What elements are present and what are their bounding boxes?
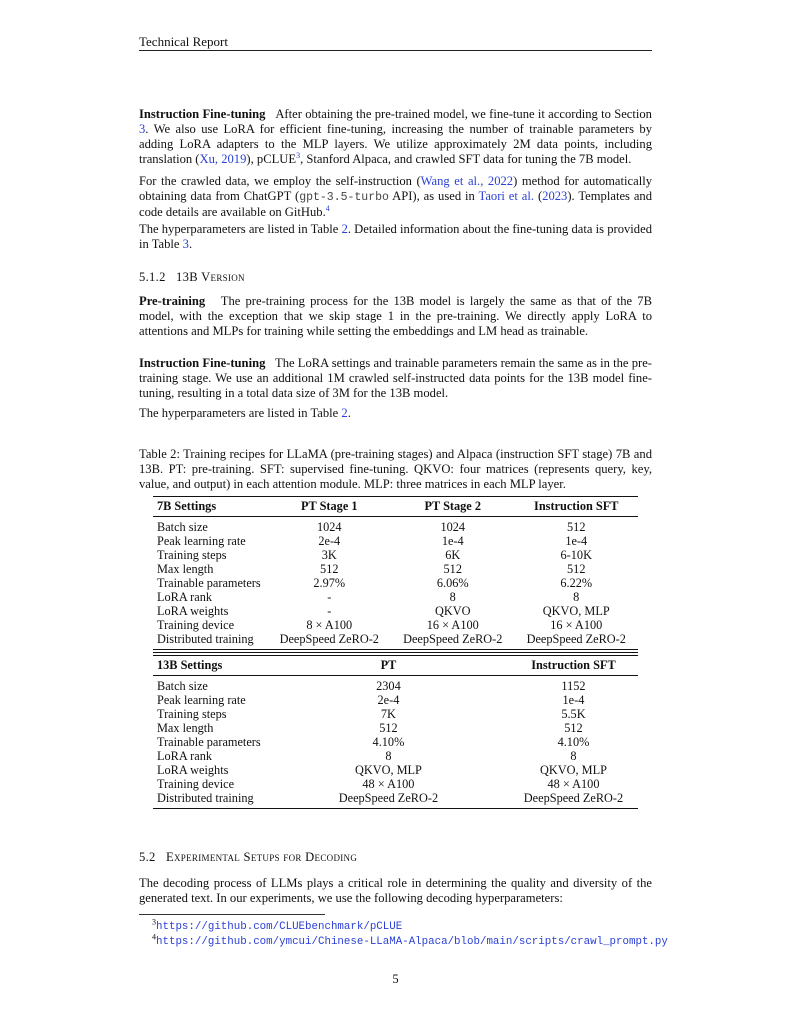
table-cell: DeepSpeed ZeRO-2 xyxy=(515,632,639,650)
table-row-label: Distributed training xyxy=(153,791,268,809)
footnote-url-link[interactable]: https://github.com/ymcui/Chinese-LLaMA-Alpaca/blob/main/scripts/crawl_prompt.py xyxy=(156,936,668,948)
table-row xyxy=(153,676,638,694)
table-cell: DeepSpeed ZeRO-2 xyxy=(268,791,509,809)
citation-link-xu[interactable]: Xu, 2019 xyxy=(199,152,247,166)
footnote-3 xyxy=(152,917,403,934)
table-cell: 2e-4 xyxy=(318,534,341,548)
table-cell: 512 xyxy=(320,562,339,576)
table-cell: 5.5K xyxy=(561,707,586,721)
table-row-label: Batch size xyxy=(157,679,208,693)
table-cell: 1024 xyxy=(316,520,342,534)
footnote-number: 4 xyxy=(152,932,156,942)
table-row-label: Training device xyxy=(157,618,235,632)
heading-title: 13B Version xyxy=(176,270,245,284)
table-row-label: Peak learning rate xyxy=(157,534,246,548)
footnote-4 xyxy=(152,932,668,949)
paragraph-title: Instruction Fine-tuning xyxy=(139,356,266,370)
table-cell: 8 xyxy=(449,590,456,604)
table-row xyxy=(153,517,638,535)
table-row xyxy=(153,777,638,791)
paragraph-text: ( xyxy=(534,189,543,203)
paragraph-text: . We also use LoRA for efficient fine-tuning, increasing the number of trainable parameters by adding LoRA adapters to the MLP layers. We utilize approximately 2M data points, including translation ( xyxy=(139,122,652,166)
citation-link-taori[interactable]: Taori et al. xyxy=(478,189,535,203)
paragraph-text: ), pCLUE xyxy=(246,152,297,166)
table-cell: 1152 xyxy=(561,679,586,693)
heading-title: Experimental Setups for Decoding xyxy=(166,850,358,864)
table-13b-settings xyxy=(153,656,638,809)
paragraph-instruction-finetuning-7b xyxy=(139,107,652,167)
table-cell: 16 × A100 xyxy=(426,618,479,632)
table-row-label: Max length xyxy=(157,562,214,576)
table-cell: 1e-4 xyxy=(565,534,588,548)
table-cell: QKVO, MLP xyxy=(539,763,607,777)
table-ref-link[interactable]: 2 xyxy=(341,222,348,236)
table-cell: QKVO, MLP xyxy=(354,763,422,777)
paragraph-text: For the crawled data, we employ the self-instruction ( xyxy=(139,174,421,188)
table-row-label: LoRA weights xyxy=(157,604,229,618)
table-cell: DeepSpeed ZeRO-2 xyxy=(268,632,391,650)
table-row xyxy=(153,604,638,618)
table-row xyxy=(153,632,638,650)
table-cell: 8 xyxy=(385,749,392,763)
paragraph-instruction-finetuning-13b xyxy=(139,356,652,401)
table-caption: Table 2: Training recipes for LLaMA (pre-training stages) and Alpaca (instruction SFT stage) 7B and 13B. PT: pre-training. SFT: supervised fine-tuning. QKVO: four matrices (represents query, key, value, and output) in each attention module. MLP: three matrices in each MLP layer. xyxy=(139,447,652,491)
table-cell: 512 xyxy=(564,721,583,735)
table-row-label: Peak learning rate xyxy=(157,693,246,707)
table-cell: 1e-4 xyxy=(562,693,585,707)
paragraph-text: The pre-training process for the 13B model is largely the same as that of the 7B model, with the exception that we skip stage 1 in the pre-training. We directly apply LoRA to attentions and MLPs for training while setting the embeddings and LM head as trainable. xyxy=(139,294,652,338)
table-cell: 512 xyxy=(443,562,462,576)
subsection-heading-5-2 xyxy=(139,850,357,865)
table-row xyxy=(153,791,638,809)
table-row-label: LoRA rank xyxy=(157,749,212,763)
paragraph-text: . xyxy=(347,406,351,420)
subsection-heading-5-1-2 xyxy=(139,270,245,285)
table-cell: 7K xyxy=(380,707,396,721)
table-cell: - xyxy=(327,590,332,604)
table-header-row xyxy=(153,656,638,676)
table-row xyxy=(153,735,638,749)
footnote-number: 3 xyxy=(152,917,156,927)
table-cell: - xyxy=(327,604,332,618)
paragraph-text: The LoRA settings and trainable parameters remain the same as in the pre-training stage. We use an additional 1M crawled self-instructed data points for the 13B model fine-tuning, resulting in a total data size of 3M for the 13B model. xyxy=(139,356,652,400)
table-header-cell: PT Stage 1 xyxy=(301,499,358,513)
api-name: gpt-3.5-turbo xyxy=(299,191,389,204)
table-cell: 6.06% xyxy=(436,576,469,590)
paragraph-text: . Detailed information about the fine-tuning data is provided in Table xyxy=(139,222,652,251)
table-cell: DeepSpeed ZeRO-2 xyxy=(391,632,514,650)
table-cell: 48 × A100 xyxy=(362,777,415,791)
paragraph-decoding: The decoding process of LLMs plays a critical role in determining the quality and diversity of the generated text. In our experiments, we use the following decoding hyperparameters: xyxy=(139,876,652,905)
table-row xyxy=(153,548,638,562)
footnote-mark-4[interactable]: 4 xyxy=(325,203,330,213)
paragraph-text: ). Templates and code details are available on GitHub. xyxy=(139,189,653,219)
heading-number: 5.2 xyxy=(139,850,156,864)
table-cell: 2304 xyxy=(376,679,401,693)
table-ref-link[interactable]: 3 xyxy=(182,237,189,251)
table-cell: 48 × A100 xyxy=(547,777,600,791)
table-row-label: Training steps xyxy=(157,707,227,721)
running-header: Technical Report xyxy=(139,34,228,49)
table-row-label: LoRA weights xyxy=(157,763,229,777)
paragraph-text: ) method for automatically obtaining data from ChatGPT ( xyxy=(139,174,652,203)
table-row xyxy=(153,562,638,576)
table-header-cell: Instruction SFT xyxy=(531,658,616,672)
table-cell: 8 × A100 xyxy=(306,618,353,632)
table-cell: 512 xyxy=(567,562,586,576)
table-cell: QKVO xyxy=(434,604,471,618)
table-header-cell: PT Stage 2 xyxy=(424,499,481,513)
table-7b-settings xyxy=(153,496,638,650)
table-cell: 512 xyxy=(379,721,398,735)
paragraph-text: After obtaining the pre-trained model, we fine-tune it according to Section xyxy=(275,107,652,121)
table-cell: 3K xyxy=(321,548,337,562)
footnote-rule xyxy=(139,914,325,915)
table-cell: 6.22% xyxy=(560,576,593,590)
page-number: 5 xyxy=(392,972,399,986)
table-double-rule-top xyxy=(153,652,638,653)
table-row xyxy=(153,721,638,735)
table-header-cell: 13B Settings xyxy=(157,658,223,672)
table-cell: DeepSpeed ZeRO-2 xyxy=(509,791,638,809)
paragraph-text: The hyperparameters are listed in Table xyxy=(139,222,342,236)
table-cell: QKVO, MLP xyxy=(542,604,610,618)
table-row xyxy=(153,618,638,632)
table-row-label: Trainable parameters xyxy=(157,576,261,590)
paragraph-pretraining-13b xyxy=(139,294,652,339)
paragraph-text: . xyxy=(188,237,193,251)
citation-link-wang[interactable]: Wang et al., 2022 xyxy=(420,174,514,188)
paragraph-title: Pre-training xyxy=(139,294,206,308)
paragraph-text: The hyperparameters are listed in Table xyxy=(139,406,342,420)
table-header-cell: PT xyxy=(380,658,397,672)
table-cell: 2e-4 xyxy=(377,693,400,707)
header-rule xyxy=(139,50,652,51)
table-cell: 8 xyxy=(570,749,577,763)
table-cell: 512 xyxy=(567,520,586,534)
table-cell: 6-10K xyxy=(560,548,592,562)
table-row xyxy=(153,749,638,763)
table-row-label: Trainable parameters xyxy=(157,735,261,749)
table-row xyxy=(153,707,638,721)
table-row xyxy=(153,693,638,707)
table-header-row xyxy=(153,497,638,517)
table-cell: 4.10% xyxy=(557,735,590,749)
table-row xyxy=(153,763,638,777)
table-header-cell: 7B Settings xyxy=(157,499,217,513)
table-cell: 1024 xyxy=(440,520,466,534)
table-ref-link[interactable]: 2 xyxy=(341,406,348,420)
table-row xyxy=(153,534,638,548)
paragraph-hyperparameters-13b xyxy=(139,406,652,421)
paragraph-text: , Stanford Alpaca, and crawled SFT data for tuning the 7B model. xyxy=(300,152,632,166)
table-row-label: Training device xyxy=(157,777,235,791)
footnote-mark-3[interactable]: 3 xyxy=(296,150,301,160)
table-row-label: LoRA rank xyxy=(157,590,212,604)
table-cell: 16 × A100 xyxy=(550,618,603,632)
paragraph-title: Instruction Fine-tuning xyxy=(139,107,266,121)
table-row-label: Training steps xyxy=(157,548,227,562)
section-ref-link[interactable]: 3 xyxy=(139,122,146,136)
table-row xyxy=(153,590,638,604)
heading-number: 5.1.2 xyxy=(139,270,166,284)
table-header-cell: Instruction SFT xyxy=(534,499,619,513)
table-cell: 2.97% xyxy=(313,576,346,590)
table-row xyxy=(153,576,638,590)
paragraph-crawled-data xyxy=(139,174,652,220)
footnote-url-link[interactable]: https://github.com/CLUEbenchmark/pCLUE xyxy=(156,921,403,933)
citation-link-year[interactable]: 2023 xyxy=(542,189,568,203)
paragraph-hyperparameters-7b xyxy=(139,222,652,252)
table-row-label: Max length xyxy=(157,721,214,735)
table-row-label: Distributed training xyxy=(153,632,268,650)
table-cell: 6K xyxy=(445,548,461,562)
paragraph-text: API), as used in xyxy=(388,189,479,203)
table-cell: 8 xyxy=(573,590,580,604)
table-cell: 4.10% xyxy=(372,735,405,749)
table-cell: 1e-4 xyxy=(441,534,464,548)
table-row-label: Batch size xyxy=(157,520,208,534)
